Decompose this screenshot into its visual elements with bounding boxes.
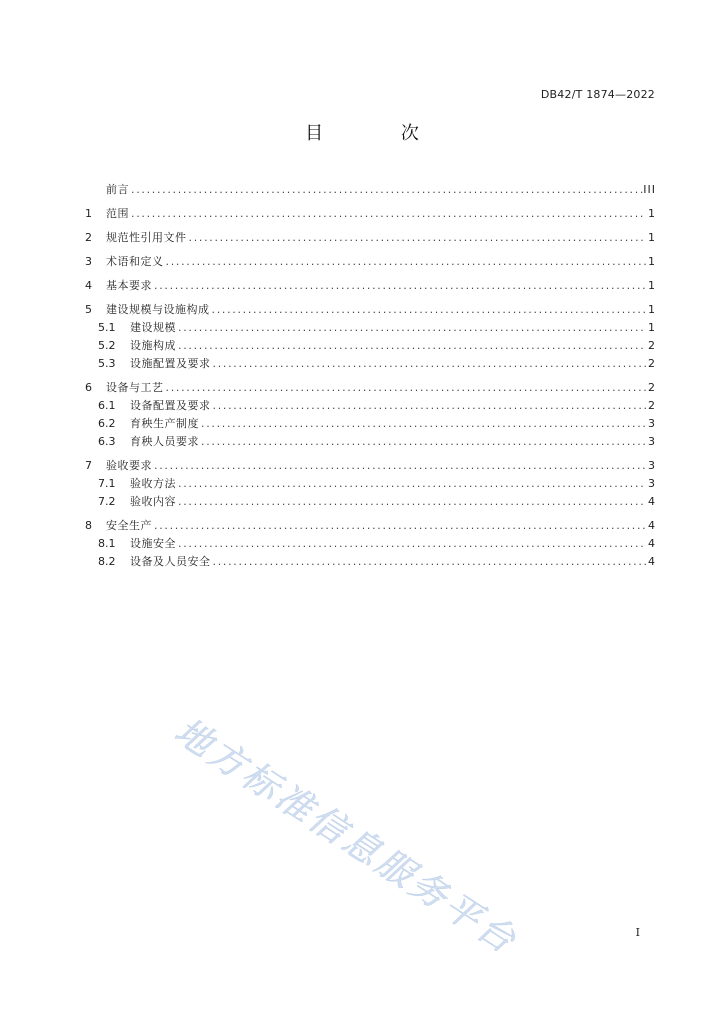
toc-entry-label: 范围 [106,207,129,220]
toc-entry-number: 6.1 [98,399,116,412]
toc-entry-page: 3 [648,435,656,448]
toc-entry-page: 4 [648,519,656,532]
toc-dot-leader [176,337,646,355]
toc-entry-label: 建设规模与设施构成 [106,303,210,316]
toc-entry-page: 1 [648,255,656,268]
toc-entry-label: 设备与工艺 [106,381,164,394]
toc-entry-label: 设备配置及要求 [130,399,211,412]
toc-entry-number: 3 [85,255,92,268]
toc-entry-label: 育秧生产制度 [130,417,199,430]
toc-entry-page: 1 [648,303,656,316]
toc-entry-label: 安全生产 [106,519,152,532]
toc-entry-label: 前言 [106,183,129,196]
toc-entry[interactable] [85,415,656,433]
toc-entry-page: 3 [648,477,656,490]
toc-entry-label: 术语和定义 [106,255,164,268]
toc-entry-page: 2 [648,399,656,412]
toc-entry-number: 5 [85,303,92,316]
toc-entry-number: 4 [85,279,92,292]
toc-entry-number: 8 [85,519,92,532]
toc-entry-page: 2 [648,339,656,352]
toc-entry-number: 5.1 [98,321,116,334]
toc-entry-label: 设施安全 [130,537,176,550]
toc-dot-leader [176,493,646,511]
toc-dot-leader [187,229,647,247]
toc-entry-page: 1 [648,231,656,244]
toc-entry[interactable] [85,457,656,475]
toc-dot-leader [211,553,647,571]
toc-entry-number: 6.2 [98,417,116,430]
toc-entry[interactable] [85,535,656,553]
toc-entry-label: 建设规模 [130,321,176,334]
toc-dot-leader [176,319,646,337]
toc-entry-number: 5.2 [98,339,116,352]
toc-entry-page: III [643,183,656,196]
table-of-contents [85,181,656,571]
toc-entry[interactable] [85,475,656,493]
page-title: 目 次 [305,123,455,144]
toc-entry-label: 基本要求 [106,279,152,292]
toc-dot-leader [152,277,646,295]
toc-entry[interactable] [85,229,656,247]
toc-entry-page: 1 [648,279,656,292]
toc-entry[interactable] [85,301,656,319]
toc-entry[interactable] [85,433,656,451]
toc-entry[interactable] [85,553,656,571]
toc-entry-page: 1 [648,207,656,220]
toc-dot-leader [164,253,647,271]
toc-entry-page: 2 [648,357,656,370]
document-code: DB42/T 1874—2022 [540,88,655,101]
toc-entry[interactable] [85,379,656,397]
toc-entry-number: 7.1 [98,477,116,490]
toc-entry[interactable] [85,337,656,355]
toc-entry-label: 设施配置及要求 [130,357,211,370]
toc-entry-page: 2 [648,381,656,394]
toc-entry[interactable] [85,319,656,337]
toc-entry-label: 育秧人员要求 [130,435,199,448]
toc-entry-number: 7 [85,459,92,472]
toc-entry-label: 设施构成 [130,339,176,352]
toc-dot-leader [211,397,647,415]
toc-dot-leader [129,205,646,223]
toc-dot-leader [129,181,643,199]
toc-dot-leader [152,517,646,535]
toc-entry-label: 设备及人员安全 [130,555,211,568]
toc-entry-number: 7.2 [98,495,116,508]
toc-dot-leader [176,475,646,493]
toc-dot-leader [152,457,646,475]
toc-entry-page: 4 [648,537,656,550]
watermark: 地方标准信息服务平台 [167,710,526,964]
toc-entry[interactable] [85,253,656,271]
toc-entry-page: 3 [648,459,656,472]
toc-entry-page: 1 [648,321,656,334]
toc-entry[interactable] [85,517,656,535]
toc-entry-label: 验收方法 [130,477,176,490]
toc-dot-leader [199,415,646,433]
toc-entry[interactable] [85,205,656,223]
toc-entry[interactable] [85,397,656,415]
toc-dot-leader [164,379,647,397]
toc-entry-number: 8.1 [98,537,116,550]
toc-entry[interactable] [85,277,656,295]
toc-entry-number: 6.3 [98,435,116,448]
page-number: I [635,926,640,939]
toc-entry-label: 规范性引用文件 [106,231,187,244]
toc-entry-number: 2 [85,231,92,244]
toc-entry-label: 验收要求 [106,459,152,472]
toc-dot-leader [211,355,647,373]
toc-dot-leader [199,433,646,451]
toc-entry-number: 5.3 [98,357,116,370]
toc-entry[interactable] [85,181,656,199]
toc-entry-label: 验收内容 [130,495,176,508]
toc-dot-leader [176,535,646,553]
toc-entry-number: 6 [85,381,92,394]
toc-entry-page: 4 [648,555,656,568]
toc-entry[interactable] [85,493,656,511]
toc-entry-page: 3 [648,417,656,430]
toc-entry-number: 8.2 [98,555,116,568]
toc-entry[interactable] [85,355,656,373]
toc-entry-page: 4 [648,495,656,508]
toc-entry-number: 1 [85,207,92,220]
toc-dot-leader [210,301,647,319]
